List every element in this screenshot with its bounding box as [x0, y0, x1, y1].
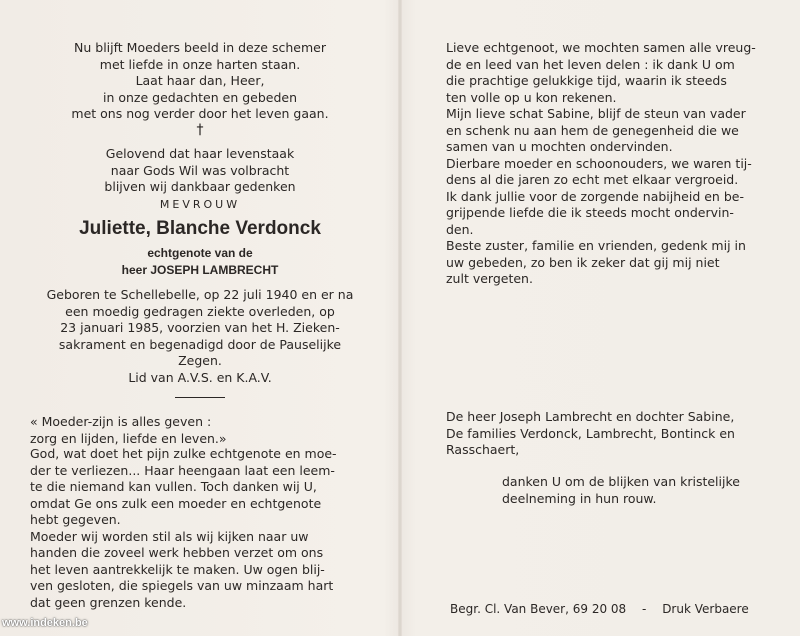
farewell-line: Ik dank jullie voor de zorgende nabijheid en be-: [446, 188, 744, 204]
prose-line: dat geen grenzen kende.: [30, 594, 187, 610]
prose-line: handen die zoveel werk hebben verzet om ons: [30, 545, 324, 560]
farewell-line: Mijn lieve schat Sabine, blijf de steun van vader: [446, 106, 746, 121]
poem-line: Laat haar dan, Heer,: [135, 73, 265, 88]
poem-line: in onze gedachten en gebeden: [102, 89, 298, 105]
farewell-line: zult vergeten.: [446, 271, 533, 286]
prose-line: der te verliezen... Haar heengaan laat een leem-: [30, 462, 335, 478]
farewell-line: en schenk nu aan hem de genegenheid die we: [446, 122, 739, 138]
printer-credit: [450, 602, 749, 616]
bio-line: 23 januari 1985, voorzien van het H. Zieken-: [60, 320, 340, 335]
thanks-message: [502, 474, 740, 507]
poem-line: Nu blijft Moeders beeld in deze schemer: [74, 40, 326, 55]
faith-statement: [30, 146, 370, 196]
poem-line: met liefde in onze harten staan.: [99, 56, 301, 72]
quote-line: zorg en lijden, liefde en leven.»: [30, 430, 227, 446]
faith-line: Gelovend dat haar levenstaak: [105, 146, 295, 161]
farewell-line: ten volle op u kon rekenen.: [446, 89, 617, 105]
farewell-line: samen van u mochten ondervinden.: [446, 139, 673, 154]
prose-line: God, wat doet het pijn zulke echtgenote en moe-: [30, 446, 337, 461]
printer-name: Druk Verbaere: [662, 602, 749, 616]
biography: [30, 287, 370, 370]
family-line: Rasschaert,: [446, 442, 520, 457]
farewell-line: Beste zuster, familie en vrienden, gedenk mij in: [446, 238, 746, 253]
prose-line: te die niemand kan vullen. Toch danken wij U,: [30, 479, 317, 494]
farewell-line: de en leed van het leven delen : ik dank U om: [446, 56, 735, 72]
faith-line: naar Gods Wil was volbracht: [110, 162, 290, 178]
quote-line: « Moeder-zijn is alles geven :: [30, 414, 212, 429]
credit-separator: -: [642, 602, 647, 616]
cross-icon: †: [196, 122, 204, 138]
farewell-line: Dierbare moeder en schoonouders, we waren tij-: [446, 155, 752, 171]
farewell-text: [446, 40, 776, 288]
prose-line: omdat Ge ons zulk een moeder en echtgenote: [30, 495, 322, 511]
honorific: MEVROUW: [159, 198, 241, 211]
card-fold: [398, 0, 402, 636]
prose-line: ven gesloten, die spiegels van uw minzaam hart: [30, 578, 334, 593]
spouse-line: echtgenote van de: [147, 246, 253, 260]
thanks-line: deelneming in hun rouw.: [502, 490, 657, 506]
membership: Lid van A.V.S. en K.A.V.: [128, 370, 272, 385]
farewell-line: uw gebeden, zo ben ik zeker dat gij mij niet: [446, 254, 720, 270]
farewell-line: Lieve echtgenoot, we mochten samen alle vreug-: [446, 40, 756, 55]
thanks-families: [446, 409, 735, 459]
farewell-line: den.: [446, 221, 474, 237]
right-page: [446, 0, 776, 636]
site-watermark: www.indeken.be: [2, 617, 88, 629]
family-line: De heer Joseph Lambrecht en dochter Sabine,: [446, 409, 735, 424]
faith-line: blijven wij dankbaar gedenken: [104, 179, 296, 194]
prose-line: hebt gegeven.: [30, 512, 121, 527]
left-page: [30, 0, 370, 636]
quote: [30, 414, 227, 447]
bio-line: sakrament en begenadigd door de Pauselijke: [58, 336, 342, 352]
bio-line: Geboren te Schellebelle, op 22 juli 1940 en er na: [46, 287, 354, 302]
farewell-line: dens al die jaren zo echt met elkaar vergroeid.: [446, 172, 739, 187]
undertaker: Begr. Cl. Van Bever, 69 20 08: [450, 602, 627, 616]
spouse-info: [30, 245, 370, 279]
bio-line: een moedig gedragen ziekte overleden, op: [65, 303, 335, 319]
farewell-line: grijpende liefde die ik steeds mocht ondervin-: [446, 205, 734, 220]
farewell-line: die prachtige gelukkige tijd, waarin ik steeds: [446, 73, 727, 88]
poem-line: met ons nog verder door het leven gaan.: [71, 106, 329, 121]
thanks-line: danken U om de blijken van kristelijke: [502, 474, 740, 489]
prose-line: Moeder wij worden stil als wij kijken naar uw: [30, 528, 309, 544]
prose: [30, 446, 370, 611]
family-line: De families Verdonck, Lambrecht, Bontinck en: [446, 425, 735, 441]
divider: [175, 397, 225, 398]
prose-line: het leven aantrekkelijk te maken. Uw ogen blij-: [30, 561, 325, 577]
deceased-name: Juliette, Blanche Verdonck: [79, 218, 321, 239]
bio-line: Zegen.: [178, 353, 222, 368]
opening-poem: [30, 40, 370, 123]
spouse-line: heer JOSEPH LAMBRECHT: [121, 263, 279, 277]
